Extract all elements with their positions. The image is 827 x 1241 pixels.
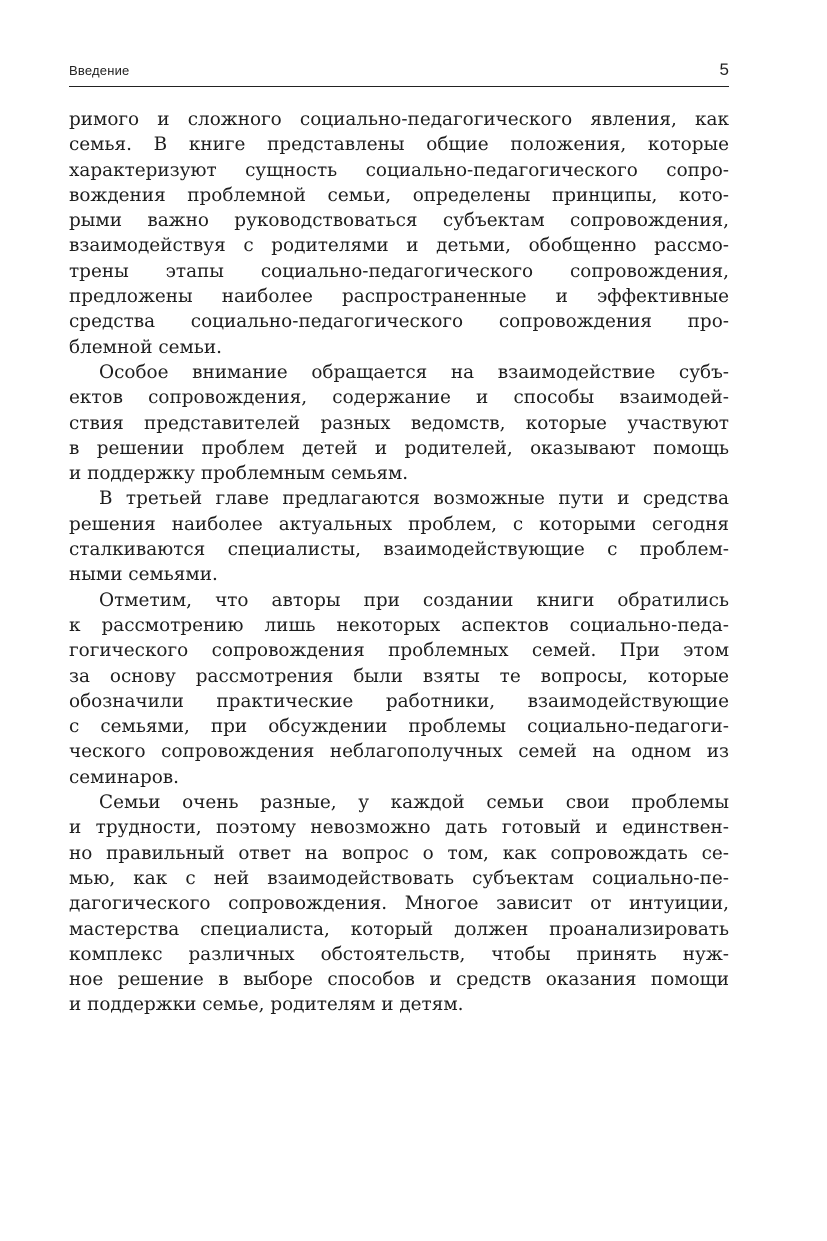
text-line: семья. В книге представлены общие положения, которые bbox=[69, 134, 729, 156]
section-title: Введение bbox=[69, 63, 130, 78]
text-line: В третьей главе предлагаются возможные пути и средства bbox=[99, 488, 729, 510]
text-line: за основу рассмотрения были взяты те вопросы, которые bbox=[69, 665, 729, 687]
text-line: Отметим, что авторы при создании книги обратились bbox=[99, 589, 729, 611]
text-line: семинаров. bbox=[69, 766, 180, 788]
text-line: римого и сложного социально-педагогического явления, как bbox=[69, 109, 729, 130]
text-line: трены этапы социально-педагогического сопровождения, bbox=[69, 260, 729, 282]
text-line: характеризуют сущность социально-педагогического сопро- bbox=[69, 159, 729, 181]
page-number: 5 bbox=[719, 60, 729, 79]
paragraph bbox=[69, 790, 729, 1018]
text-line: ное решение в выборе способов и средств оказания помощи bbox=[69, 969, 729, 991]
text-line: Семьи очень разные, у каждой семьи свои проблемы bbox=[99, 792, 729, 814]
text-line: в решении проблем детей и родителей, оказывают помощь bbox=[69, 437, 729, 459]
text-line: но правильный ответ на вопрос о том, как сопровождать се- bbox=[69, 842, 729, 864]
text-line: гогического сопровождения проблемных семей. При этом bbox=[69, 640, 729, 662]
text-line: и поддержки семье, родителям и детям. bbox=[69, 994, 464, 1016]
text-line: блемной семьи. bbox=[69, 336, 222, 358]
text-line: вождения проблемной семьи, определены принципы, кото- bbox=[69, 184, 729, 206]
text-line: ектов сопровождения, содержание и способы взаимодей- bbox=[69, 387, 729, 409]
running-head bbox=[69, 60, 729, 87]
text-line: сталкиваются специалисты, взаимодействующие с проблем- bbox=[69, 539, 729, 561]
paragraph bbox=[69, 360, 729, 486]
text-line: мастерства специалиста, который должен проанализировать bbox=[69, 918, 729, 940]
paragraph bbox=[69, 486, 729, 587]
text-line: мью, как с ней взаимодействовать субъектам социально-пе- bbox=[69, 867, 729, 889]
text-line: взаимодействуя с родителями и детьми, обобщенно рассмо- bbox=[69, 235, 729, 257]
paragraph bbox=[69, 588, 729, 790]
text-line: ными семьями. bbox=[69, 564, 218, 586]
text-line: дагогического сопровождения. Многое зависит от интуиции, bbox=[69, 893, 729, 915]
text-line: к рассмотрению лишь некоторых аспектов социально-педа- bbox=[69, 614, 729, 636]
text-line: обозначили практические работники, взаимодействующие bbox=[69, 690, 729, 712]
text-line: Особое внимание обращается на взаимодействие субъ- bbox=[99, 361, 729, 383]
body-text bbox=[69, 107, 729, 1018]
text-line: и поддержку проблемным семьям. bbox=[69, 463, 409, 485]
text-line: с семьями, при обсуждении проблемы социально-педагоги- bbox=[69, 716, 729, 738]
text-line: предложены наиболее распространенные и эффективные bbox=[69, 286, 729, 308]
text-line: ческого сопровождения неблагополучных семей на одном из bbox=[69, 741, 729, 763]
text-line: и трудности, поэтому невозможно дать готовый и единствен- bbox=[69, 817, 729, 839]
text-line: ствия представителей разных ведомств, которые участвуют bbox=[69, 412, 729, 434]
text-line: средства социально-педагогического сопровождения про- bbox=[69, 311, 729, 333]
text-line: рыми важно руководствоваться субъектам сопровождения, bbox=[69, 210, 729, 232]
text-line: решения наиболее актуальных проблем, с которыми сегодня bbox=[69, 513, 729, 535]
text-line: комплекс различных обстоятельств, чтобы принять нуж- bbox=[69, 943, 729, 965]
paragraph bbox=[69, 107, 729, 360]
